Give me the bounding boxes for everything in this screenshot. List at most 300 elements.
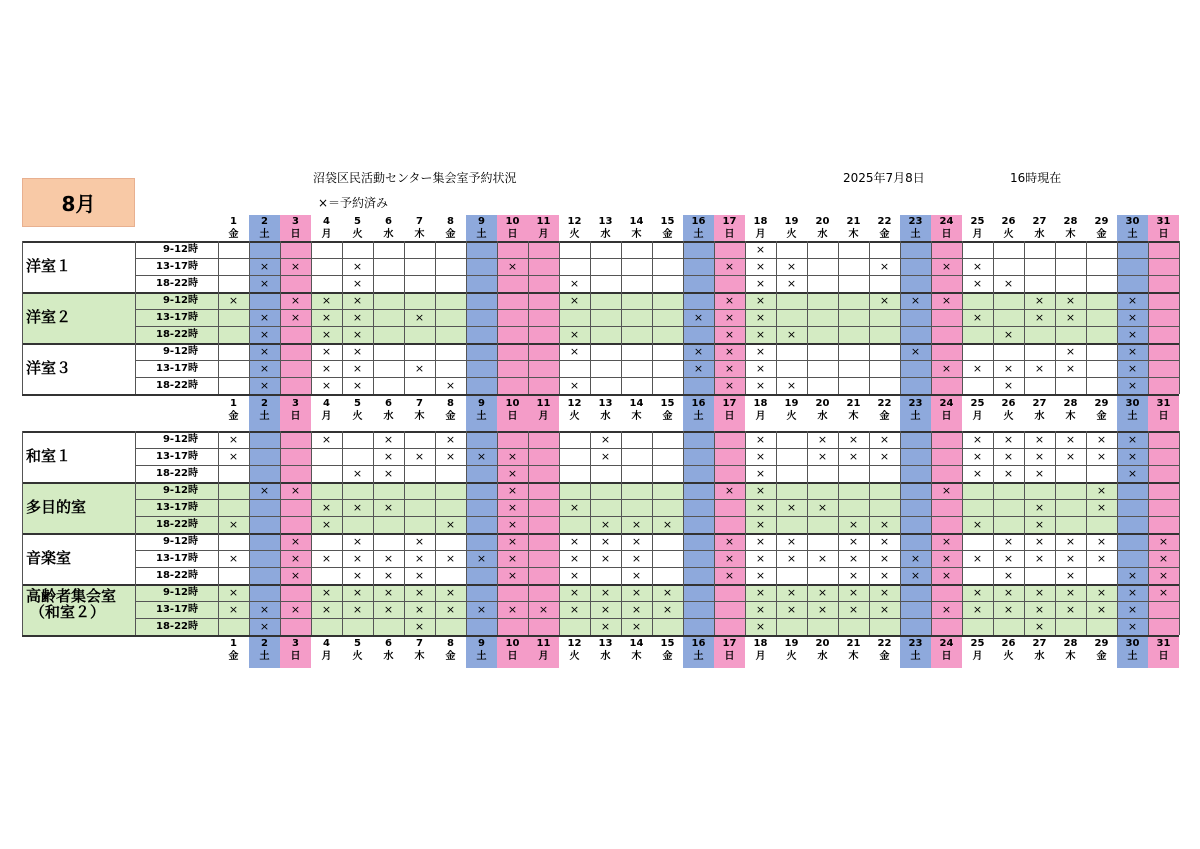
booked-mark: × bbox=[321, 518, 332, 531]
time-slot-label: 13-17時 bbox=[156, 604, 198, 615]
booked-mark: × bbox=[1127, 362, 1138, 375]
booked-mark: × bbox=[321, 311, 332, 324]
booked-mark: × bbox=[879, 260, 890, 273]
date-header-3: 3 日 bbox=[290, 638, 301, 662]
col-line bbox=[1148, 241, 1149, 394]
booked-mark: × bbox=[290, 603, 301, 616]
booked-mark: × bbox=[1096, 484, 1107, 497]
date-header-4: 4 月 bbox=[321, 398, 332, 422]
booked-mark: × bbox=[631, 603, 642, 616]
booked-mark: × bbox=[1034, 518, 1045, 531]
time-slot-label: 13-17時 bbox=[156, 502, 198, 513]
booked-mark: × bbox=[1127, 603, 1138, 616]
booked-mark: × bbox=[352, 569, 363, 582]
date-header-20: 20 水 bbox=[815, 638, 830, 662]
booked-mark: × bbox=[1003, 603, 1014, 616]
booked-mark: × bbox=[786, 535, 797, 548]
col-line bbox=[807, 241, 808, 394]
booked-mark: × bbox=[321, 294, 332, 307]
booked-mark: × bbox=[755, 620, 766, 633]
booked-mark: × bbox=[755, 328, 766, 341]
booked-mark: × bbox=[383, 467, 394, 480]
col-line bbox=[683, 431, 684, 635]
booked-mark: × bbox=[786, 379, 797, 392]
col-line bbox=[559, 241, 560, 394]
booked-mark: × bbox=[1127, 294, 1138, 307]
booked-mark: × bbox=[941, 260, 952, 273]
row-line bbox=[22, 394, 1179, 396]
booked-mark: × bbox=[910, 345, 921, 358]
booked-mark: × bbox=[941, 484, 952, 497]
booked-mark: × bbox=[507, 501, 518, 514]
booked-mark: × bbox=[786, 501, 797, 514]
booked-mark: × bbox=[600, 433, 611, 446]
col-line bbox=[1086, 241, 1087, 394]
booked-mark: × bbox=[1127, 450, 1138, 463]
booked-mark: × bbox=[259, 311, 270, 324]
booked-mark: × bbox=[1096, 586, 1107, 599]
time-slot-label: 9-12時 bbox=[162, 434, 198, 445]
date-header-25: 25 月 bbox=[970, 216, 985, 240]
booked-mark: × bbox=[321, 362, 332, 375]
booked-mark: × bbox=[1127, 328, 1138, 341]
booked-mark: × bbox=[1003, 569, 1014, 582]
booked-mark: × bbox=[321, 501, 332, 514]
date-header-7: 7 木 bbox=[414, 638, 425, 662]
date-header-13: 13 水 bbox=[598, 216, 613, 240]
booked-mark: × bbox=[941, 294, 952, 307]
booked-mark: × bbox=[569, 277, 580, 290]
booked-mark: × bbox=[414, 620, 425, 633]
room-name: 高齢者集会室 （和室２） bbox=[26, 587, 117, 621]
booked-mark: × bbox=[941, 603, 952, 616]
room-name: 音楽室 bbox=[26, 549, 72, 567]
time-slot-label: 18-22時 bbox=[156, 570, 198, 581]
booked-mark: × bbox=[1034, 433, 1045, 446]
date-header-28: 28 木 bbox=[1063, 638, 1078, 662]
date-header-14: 14 木 bbox=[629, 216, 644, 240]
booked-mark: × bbox=[476, 552, 487, 565]
booked-mark: × bbox=[910, 569, 921, 582]
date-header-25: 25 月 bbox=[970, 398, 985, 422]
time-slot-label: 9-12時 bbox=[162, 536, 198, 547]
booked-mark: × bbox=[755, 518, 766, 531]
booked-mark: × bbox=[1096, 450, 1107, 463]
booked-mark: × bbox=[352, 328, 363, 341]
room-name: 多目的室 bbox=[26, 498, 87, 516]
date-header-27: 27 水 bbox=[1032, 398, 1047, 422]
booked-mark: × bbox=[755, 362, 766, 375]
booked-mark: × bbox=[1065, 311, 1076, 324]
booked-mark: × bbox=[1096, 433, 1107, 446]
booked-mark: × bbox=[817, 586, 828, 599]
booked-mark: × bbox=[445, 586, 456, 599]
booked-mark: × bbox=[631, 586, 642, 599]
booked-mark: × bbox=[848, 603, 859, 616]
booked-mark: × bbox=[724, 345, 735, 358]
booked-mark: × bbox=[879, 518, 890, 531]
time-slot-label: 13-17時 bbox=[156, 312, 198, 323]
time-slot-label: 18-22時 bbox=[156, 519, 198, 530]
booked-mark: × bbox=[569, 379, 580, 392]
booked-mark: × bbox=[1127, 467, 1138, 480]
booked-mark: × bbox=[755, 433, 766, 446]
booked-mark: × bbox=[352, 467, 363, 480]
booked-mark: × bbox=[414, 535, 425, 548]
date-header-2: 2 土 bbox=[259, 638, 270, 662]
date-header-5: 5 火 bbox=[352, 398, 363, 422]
time-slot-label: 9-12時 bbox=[162, 295, 198, 306]
date-header-16: 16 土 bbox=[691, 216, 706, 240]
date-header-15: 15 金 bbox=[660, 216, 675, 240]
date-header-16: 16 土 bbox=[691, 398, 706, 422]
date-header-9: 9 土 bbox=[476, 398, 487, 422]
date-header-11: 11 月 bbox=[536, 216, 551, 240]
booked-mark: × bbox=[693, 345, 704, 358]
booked-mark: × bbox=[1096, 535, 1107, 548]
booked-mark: × bbox=[600, 450, 611, 463]
date-header-11: 11 月 bbox=[536, 398, 551, 422]
booked-mark: × bbox=[228, 450, 239, 463]
date-header-22: 22 金 bbox=[877, 216, 892, 240]
booked-mark: × bbox=[507, 260, 518, 273]
booked-mark: × bbox=[631, 518, 642, 531]
booked-mark: × bbox=[600, 518, 611, 531]
booked-mark: × bbox=[972, 552, 983, 565]
booked-mark: × bbox=[1127, 311, 1138, 324]
booked-mark: × bbox=[414, 450, 425, 463]
booked-mark: × bbox=[755, 379, 766, 392]
date-header-15: 15 金 bbox=[660, 638, 675, 662]
date-header-5: 5 火 bbox=[352, 638, 363, 662]
booked-mark: × bbox=[1034, 311, 1045, 324]
col-line bbox=[435, 241, 436, 394]
date-header-18: 18 月 bbox=[753, 638, 768, 662]
booked-mark: × bbox=[879, 603, 890, 616]
booked-mark: × bbox=[352, 603, 363, 616]
date-header-8: 8 金 bbox=[445, 638, 456, 662]
booked-mark: × bbox=[600, 535, 611, 548]
booked-mark: × bbox=[445, 518, 456, 531]
date-header-10: 10 日 bbox=[505, 638, 520, 662]
booked-mark: × bbox=[972, 603, 983, 616]
booked-mark: × bbox=[352, 379, 363, 392]
booked-mark: × bbox=[1065, 433, 1076, 446]
booked-mark: × bbox=[1034, 467, 1045, 480]
col-line bbox=[838, 241, 839, 394]
booked-mark: × bbox=[848, 569, 859, 582]
booked-mark: × bbox=[972, 260, 983, 273]
booked-mark: × bbox=[910, 294, 921, 307]
date-header-17: 17 日 bbox=[722, 638, 737, 662]
booked-mark: × bbox=[228, 294, 239, 307]
booked-mark: × bbox=[941, 552, 952, 565]
booked-mark: × bbox=[259, 603, 270, 616]
booked-mark: × bbox=[383, 603, 394, 616]
booked-mark: × bbox=[972, 311, 983, 324]
date-header-5: 5 火 bbox=[352, 216, 363, 240]
booked-mark: × bbox=[445, 450, 456, 463]
booked-mark: × bbox=[352, 552, 363, 565]
booked-mark: × bbox=[1158, 552, 1169, 565]
date-header-24: 24 日 bbox=[939, 638, 954, 662]
booked-mark: × bbox=[1127, 620, 1138, 633]
booked-mark: × bbox=[817, 450, 828, 463]
date-header-6: 6 水 bbox=[383, 216, 394, 240]
booked-mark: × bbox=[879, 433, 890, 446]
booked-mark: × bbox=[817, 433, 828, 446]
booked-mark: × bbox=[724, 260, 735, 273]
date-header-13: 13 水 bbox=[598, 398, 613, 422]
date-header-30: 30 土 bbox=[1125, 216, 1140, 240]
booked-mark: × bbox=[228, 552, 239, 565]
booked-mark: × bbox=[848, 552, 859, 565]
booked-mark: × bbox=[507, 552, 518, 565]
booked-mark: × bbox=[1127, 433, 1138, 446]
date-header-8: 8 金 bbox=[445, 216, 456, 240]
booked-mark: × bbox=[569, 552, 580, 565]
booked-mark: × bbox=[724, 552, 735, 565]
booked-mark: × bbox=[352, 501, 363, 514]
date-header-29: 29 金 bbox=[1094, 398, 1109, 422]
booked-mark: × bbox=[972, 467, 983, 480]
booked-mark: × bbox=[383, 586, 394, 599]
booked-mark: × bbox=[507, 518, 518, 531]
col-line bbox=[900, 431, 901, 635]
booked-mark: × bbox=[1127, 569, 1138, 582]
time-slot-label: 13-17時 bbox=[156, 363, 198, 374]
booked-mark: × bbox=[1034, 501, 1045, 514]
booked-mark: × bbox=[600, 620, 611, 633]
booked-mark: × bbox=[228, 586, 239, 599]
booked-mark: × bbox=[228, 518, 239, 531]
booked-mark: × bbox=[755, 501, 766, 514]
booked-mark: × bbox=[755, 552, 766, 565]
booked-mark: × bbox=[879, 569, 890, 582]
booked-mark: × bbox=[259, 345, 270, 358]
date-header-17: 17 日 bbox=[722, 398, 737, 422]
booked-mark: × bbox=[1003, 328, 1014, 341]
booked-mark: × bbox=[352, 277, 363, 290]
date-header-29: 29 金 bbox=[1094, 216, 1109, 240]
date-header-31: 31 日 bbox=[1156, 216, 1171, 240]
time-slot-label: 9-12時 bbox=[162, 346, 198, 357]
booked-mark: × bbox=[321, 328, 332, 341]
col-line bbox=[373, 241, 374, 394]
booked-mark: × bbox=[1034, 552, 1045, 565]
date-header-9: 9 土 bbox=[476, 638, 487, 662]
legend: ×＝予約済み bbox=[318, 196, 389, 210]
booked-mark: × bbox=[755, 243, 766, 256]
date-header-25: 25 月 bbox=[970, 638, 985, 662]
booked-mark: × bbox=[569, 328, 580, 341]
booked-mark: × bbox=[786, 260, 797, 273]
booked-mark: × bbox=[445, 552, 456, 565]
booked-mark: × bbox=[972, 362, 983, 375]
booked-mark: × bbox=[352, 294, 363, 307]
booked-mark: × bbox=[1127, 379, 1138, 392]
booked-mark: × bbox=[879, 552, 890, 565]
booked-mark: × bbox=[972, 450, 983, 463]
date-header-31: 31 日 bbox=[1156, 398, 1171, 422]
booked-mark: × bbox=[1065, 569, 1076, 582]
date-header-4: 4 月 bbox=[321, 638, 332, 662]
booked-mark: × bbox=[1003, 277, 1014, 290]
booked-mark: × bbox=[755, 484, 766, 497]
booked-mark: × bbox=[476, 603, 487, 616]
date-header-18: 18 月 bbox=[753, 216, 768, 240]
booked-mark: × bbox=[259, 620, 270, 633]
booked-mark: × bbox=[414, 311, 425, 324]
booked-mark: × bbox=[569, 603, 580, 616]
booked-mark: × bbox=[1158, 586, 1169, 599]
booked-mark: × bbox=[941, 569, 952, 582]
month-badge: 8月 bbox=[22, 178, 135, 227]
booked-mark: × bbox=[1065, 552, 1076, 565]
booked-mark: × bbox=[259, 260, 270, 273]
date-header-27: 27 水 bbox=[1032, 638, 1047, 662]
date-header-12: 12 火 bbox=[567, 638, 582, 662]
time-slot-label: 18-22時 bbox=[156, 278, 198, 289]
time-slot-label: 13-17時 bbox=[156, 553, 198, 564]
booked-mark: × bbox=[755, 260, 766, 273]
booked-mark: × bbox=[290, 535, 301, 548]
booked-mark: × bbox=[724, 311, 735, 324]
booked-mark: × bbox=[569, 535, 580, 548]
room-name: 洋室２ bbox=[26, 308, 72, 326]
booked-mark: × bbox=[600, 586, 611, 599]
date-header-28: 28 木 bbox=[1063, 216, 1078, 240]
row-line bbox=[135, 618, 1179, 619]
booked-mark: × bbox=[228, 433, 239, 446]
booked-mark: × bbox=[724, 569, 735, 582]
booked-mark: × bbox=[848, 586, 859, 599]
room-name: 和室１ bbox=[26, 447, 72, 465]
booked-mark: × bbox=[817, 603, 828, 616]
date-header-16: 16 土 bbox=[691, 638, 706, 662]
date-header-13: 13 水 bbox=[598, 638, 613, 662]
booked-mark: × bbox=[848, 518, 859, 531]
booked-mark: × bbox=[507, 484, 518, 497]
date-header-9: 9 土 bbox=[476, 216, 487, 240]
booked-mark: × bbox=[352, 586, 363, 599]
date-header-11: 11 月 bbox=[536, 638, 551, 662]
booked-mark: × bbox=[414, 586, 425, 599]
booked-mark: × bbox=[1003, 535, 1014, 548]
booked-mark: × bbox=[352, 362, 363, 375]
col-line bbox=[652, 241, 653, 394]
booked-mark: × bbox=[755, 535, 766, 548]
booked-mark: × bbox=[290, 552, 301, 565]
booked-mark: × bbox=[755, 603, 766, 616]
date-header-21: 21 木 bbox=[846, 398, 861, 422]
booked-mark: × bbox=[879, 535, 890, 548]
row-line bbox=[135, 499, 1179, 500]
booked-mark: × bbox=[817, 501, 828, 514]
booked-mark: × bbox=[972, 518, 983, 531]
col-line bbox=[900, 241, 901, 394]
date-header-19: 19 火 bbox=[784, 398, 799, 422]
booked-mark: × bbox=[724, 328, 735, 341]
col-line bbox=[22, 241, 23, 394]
booked-mark: × bbox=[290, 260, 301, 273]
booked-mark: × bbox=[879, 294, 890, 307]
booked-mark: × bbox=[290, 484, 301, 497]
booked-mark: × bbox=[848, 433, 859, 446]
booked-mark: × bbox=[445, 603, 456, 616]
booked-mark: × bbox=[755, 294, 766, 307]
booked-mark: × bbox=[259, 379, 270, 392]
booked-mark: × bbox=[414, 552, 425, 565]
date-header-26: 26 火 bbox=[1001, 398, 1016, 422]
col-line bbox=[1179, 431, 1180, 635]
date-header-10: 10 日 bbox=[505, 216, 520, 240]
booked-mark: × bbox=[1003, 586, 1014, 599]
booked-mark: × bbox=[972, 277, 983, 290]
booked-mark: × bbox=[1003, 433, 1014, 446]
time-slot-label: 9-12時 bbox=[162, 485, 198, 496]
booked-mark: × bbox=[1096, 552, 1107, 565]
date-header-10: 10 日 bbox=[505, 398, 520, 422]
booked-mark: × bbox=[786, 277, 797, 290]
booked-mark: × bbox=[1127, 345, 1138, 358]
booked-mark: × bbox=[321, 586, 332, 599]
date-header-22: 22 金 bbox=[877, 638, 892, 662]
booked-mark: × bbox=[383, 569, 394, 582]
date-header-1: 1 金 bbox=[228, 216, 239, 240]
booked-mark: × bbox=[879, 586, 890, 599]
date-header-1: 1 金 bbox=[228, 638, 239, 662]
booked-mark: × bbox=[507, 450, 518, 463]
booked-mark: × bbox=[724, 362, 735, 375]
booked-mark: × bbox=[631, 620, 642, 633]
booked-mark: × bbox=[600, 552, 611, 565]
date-header-19: 19 火 bbox=[784, 216, 799, 240]
booked-mark: × bbox=[259, 484, 270, 497]
date-header-18: 18 月 bbox=[753, 398, 768, 422]
booked-mark: × bbox=[755, 467, 766, 480]
booked-mark: × bbox=[290, 311, 301, 324]
booked-mark: × bbox=[259, 328, 270, 341]
booked-mark: × bbox=[414, 569, 425, 582]
date-header-15: 15 金 bbox=[660, 398, 675, 422]
col-line bbox=[528, 241, 529, 394]
booked-mark: × bbox=[569, 569, 580, 582]
time-slot-label: 18-22時 bbox=[156, 329, 198, 340]
booked-mark: × bbox=[755, 450, 766, 463]
booked-mark: × bbox=[414, 603, 425, 616]
booked-mark: × bbox=[383, 450, 394, 463]
booked-mark: × bbox=[228, 603, 239, 616]
time-slot-label: 18-22時 bbox=[156, 468, 198, 479]
booked-mark: × bbox=[786, 552, 797, 565]
booked-mark: × bbox=[631, 552, 642, 565]
booked-mark: × bbox=[1003, 467, 1014, 480]
booked-mark: × bbox=[321, 603, 332, 616]
date-header-23: 23 土 bbox=[908, 216, 923, 240]
booked-mark: × bbox=[972, 586, 983, 599]
booked-mark: × bbox=[600, 603, 611, 616]
booked-mark: × bbox=[321, 433, 332, 446]
col-line bbox=[22, 431, 23, 635]
time-slot-label: 18-22時 bbox=[156, 621, 198, 632]
booked-mark: × bbox=[786, 586, 797, 599]
booked-mark: × bbox=[941, 362, 952, 375]
date-header-2: 2 土 bbox=[259, 398, 270, 422]
date-header-14: 14 木 bbox=[629, 398, 644, 422]
booked-mark: × bbox=[1127, 586, 1138, 599]
booked-mark: × bbox=[383, 433, 394, 446]
